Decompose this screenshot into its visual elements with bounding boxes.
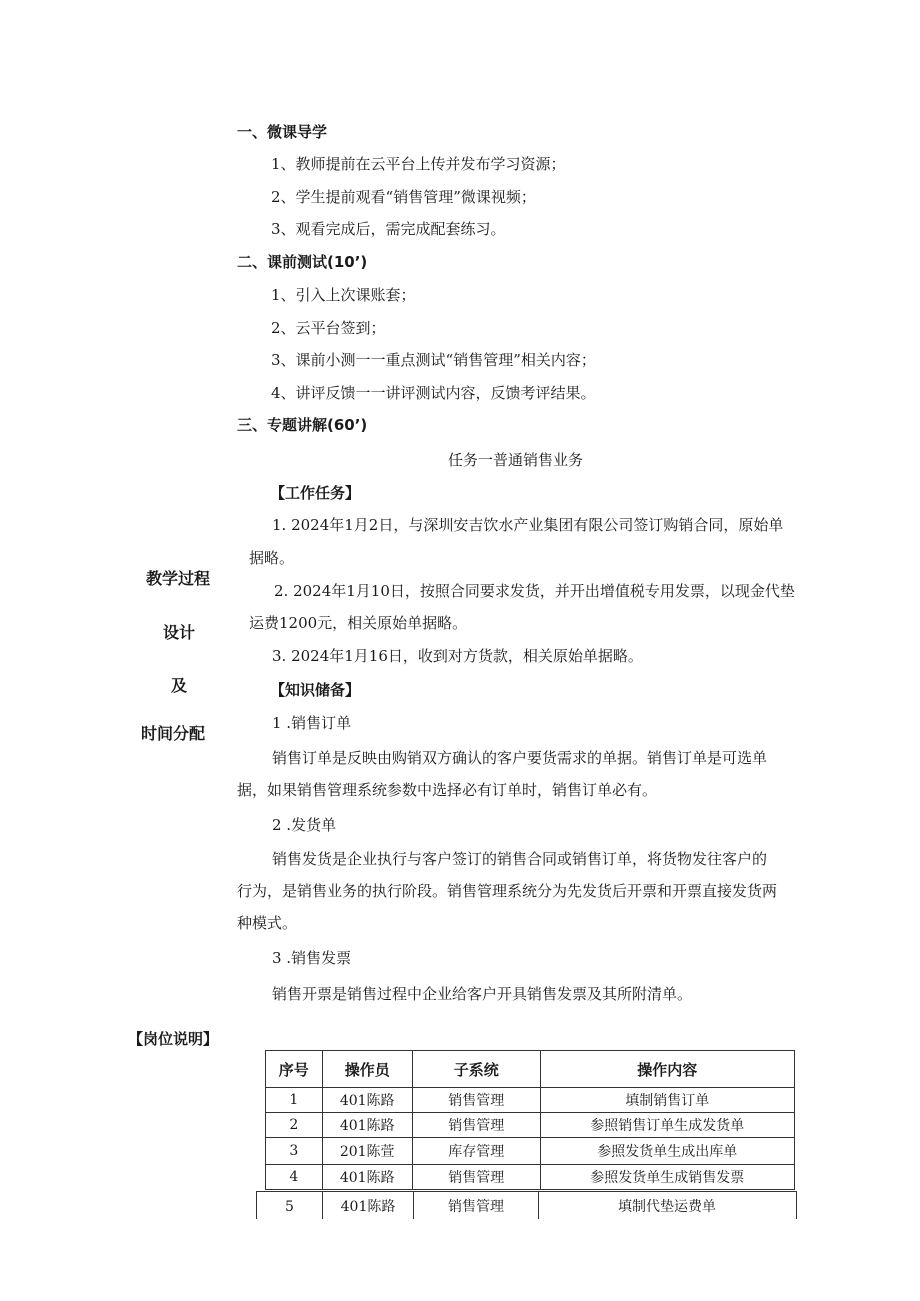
table-row — [266, 1165, 795, 1190]
sidebar-label-line-4: 时间分配 — [141, 724, 206, 743]
cell-seq: 5 — [285, 1199, 294, 1215]
s2-item-3: 3、课前小测一一重点测试“销售管理”相关内容； — [271, 351, 596, 369]
cell-subsystem: 销售管理 — [412, 1165, 540, 1190]
table-row — [266, 1088, 795, 1113]
cell-seq: 2 — [266, 1113, 323, 1138]
cell-operation: 填制代垫运费单 — [618, 1199, 716, 1215]
cell-operator: 401陈路 — [322, 1113, 412, 1138]
task-title: 任务一普通销售业务 — [448, 451, 584, 469]
post-table — [265, 1050, 795, 1190]
section-2-title: 二、课前测试(10’) — [237, 253, 368, 271]
cell-operator: 401陈路 — [322, 1088, 412, 1113]
work-task-item-1-line-2: 据略。 — [249, 549, 295, 567]
cell-operator: 401陈路 — [322, 1165, 412, 1190]
cell-operation: 填制销售订单 — [540, 1088, 794, 1113]
sidebar-label-line-1: 教学过程 — [146, 569, 211, 588]
section-1-title: 一、微课导学 — [237, 123, 328, 141]
knowledge-2-title: 2 .发货单 — [272, 816, 337, 834]
cell-operation: 参照销售订单生成发货单 — [540, 1113, 794, 1138]
knowledge-2-line-2: 行为，是销售业务的执行阶段。销售管理系统分为先发货后开票和开票直接发货两 — [237, 882, 778, 900]
cell-operator: 401陈路 — [340, 1199, 396, 1215]
col-header-operator: 操作员 — [322, 1051, 412, 1088]
cell-operation: 参照发货单生成出库单 — [540, 1138, 794, 1165]
knowledge-1-line-1: 销售订单是反映由购销双方确认的客户要货需求的单据。销售订单是可选单 — [272, 749, 768, 767]
cell-operation: 参照发货单生成销售发票 — [540, 1165, 794, 1190]
work-task-item-2-line-2: 运费1200元，相关原始单据略。 — [249, 614, 468, 632]
cell-seq: 1 — [266, 1088, 323, 1113]
s1-item-2: 2、学生提前观看“销售管理”微课视频； — [271, 188, 536, 206]
col-header-subsystem: 子系统 — [412, 1051, 540, 1088]
s1-item-1: 1、教师提前在云平台上传并发布学习资源； — [271, 155, 566, 173]
cell-subsystem: 库存管理 — [412, 1138, 540, 1165]
cell-operator: 201陈萱 — [322, 1138, 412, 1165]
cell-subsystem: 销售管理 — [412, 1088, 540, 1113]
table-row — [256, 1191, 797, 1219]
table-header-row — [266, 1051, 795, 1088]
s2-item-1: 1、引入上次课账套； — [271, 286, 416, 304]
section-3-title: 三、专题讲解(60’) — [237, 416, 368, 434]
cell-seq: 4 — [266, 1165, 323, 1190]
s2-item-4: 4、讲评反馈一一讲评测试内容，反馈考评结果。 — [271, 384, 596, 402]
knowledge-2-line-1: 销售发货是企业执行与客户签订的销售合同或销售订单，将货物发往客户的 — [272, 850, 768, 868]
knowledge-3-line-1: 销售开票是销售过程中企业给客户开具销售发票及其所附清单。 — [272, 985, 693, 1003]
s1-item-3: 3、观看完成后，需完成配套练习。 — [271, 220, 506, 238]
sidebar-label-line-3: 及 — [171, 676, 188, 695]
work-task-item-1-line-1: 1. 2024年1月2日，与深圳安吉饮水产业集团有限公司签订购销合同，原始单 — [272, 516, 784, 534]
cell-subsystem: 销售管理 — [412, 1113, 540, 1138]
knowledge-1-title: 1 .销售订单 — [272, 714, 352, 732]
table-row — [266, 1113, 795, 1138]
sidebar-label-line-2: 设计 — [163, 623, 196, 642]
knowledge-2-line-3: 种模式。 — [237, 914, 298, 932]
cell-subsystem: 销售管理 — [448, 1199, 504, 1215]
col-header-operation: 操作内容 — [540, 1051, 794, 1088]
work-task-item-3: 3. 2024年1月16日，收到对方货款，相关原始单据略。 — [272, 647, 643, 665]
table-row — [266, 1138, 795, 1165]
knowledge-1-line-2: 据，如果销售管理系统参数中选择必有订单时，销售订单必有。 — [237, 781, 658, 799]
work-task-heading: 【工作任务】 — [270, 484, 361, 502]
knowledge-heading: 【知识储备】 — [270, 681, 361, 699]
work-task-item-2-line-1: 2. 2024年1月10日，按照合同要求发货，并开出增值税专用发票，以现金代垫 — [274, 582, 795, 600]
post-desc-heading: 【岗位说明】 — [128, 1030, 219, 1048]
knowledge-3-title: 3 .销售发票 — [272, 949, 352, 967]
col-header-seq: 序号 — [266, 1051, 323, 1088]
cell-seq: 3 — [266, 1138, 323, 1165]
s2-item-2: 2、云平台签到； — [271, 319, 386, 337]
